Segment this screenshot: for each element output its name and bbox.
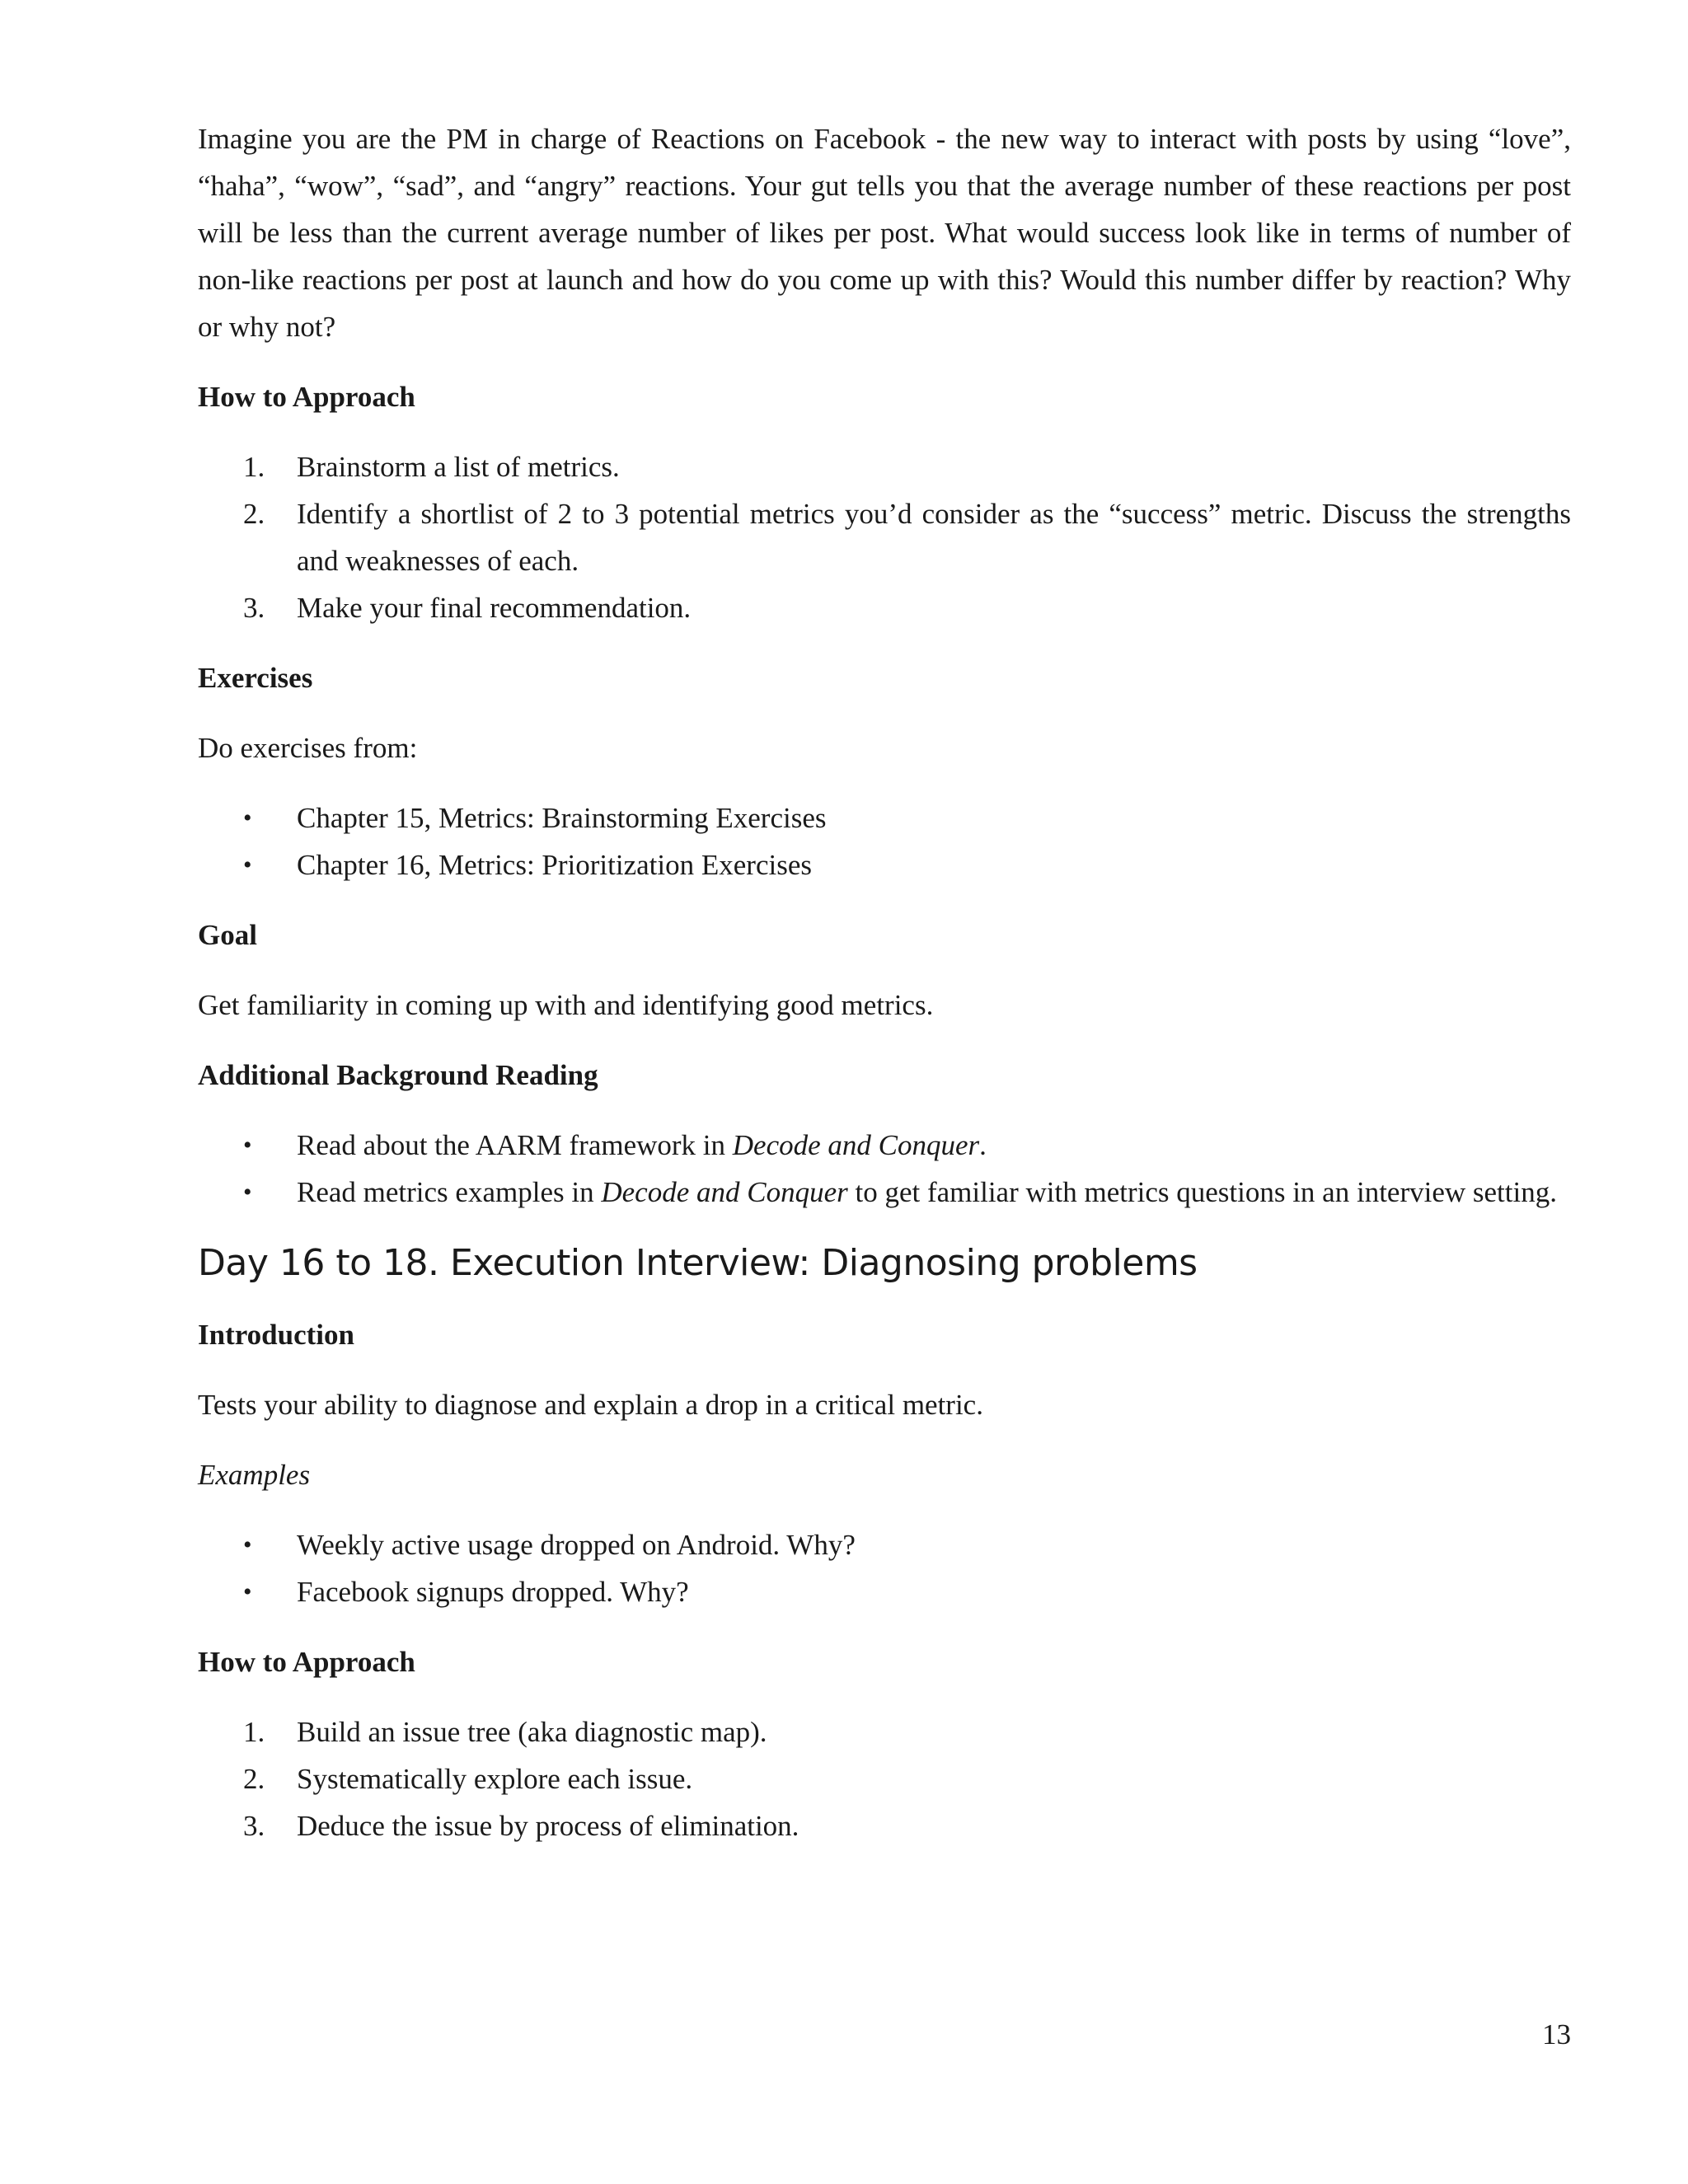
approach-list (198, 1708, 1571, 1849)
bullet-icon: • (243, 1578, 252, 1605)
reading-list (198, 1122, 1571, 1216)
book-title: Decode and Conquer (732, 1129, 980, 1161)
list-item (198, 490, 1571, 584)
reading-text-prefix: Read about the AARM framework in (297, 1129, 733, 1161)
list-item (198, 443, 1571, 490)
approach-list (198, 443, 1571, 631)
bullet-icon: • (243, 851, 252, 879)
exercises-lead: Do exercises from: (198, 732, 418, 764)
examples-heading: Examples (198, 1459, 311, 1491)
list-item (198, 841, 1571, 888)
list-number: 3. (243, 592, 265, 624)
reading-text-prefix: Read metrics examples in (297, 1176, 602, 1208)
reading-heading: Additional Background Reading (198, 1059, 598, 1091)
list-item-text: Build an issue tree (aka diagnostic map). (297, 1716, 767, 1748)
introduction-text: Tests your ability to diagnose and explain a drop in a critical metric. (198, 1389, 983, 1421)
list-item-text: Chapter 15, Metrics: Brainstorming Exercises (297, 802, 827, 834)
book-title: Decode and Conquer (601, 1176, 848, 1208)
list-item (198, 1169, 1571, 1216)
list-item (198, 794, 1571, 841)
examples-list (198, 1521, 1571, 1615)
reading-text-suffix: . (979, 1129, 987, 1161)
list-number: 3. (243, 1810, 265, 1842)
bullet-icon: • (243, 1179, 252, 1206)
list-item (198, 1568, 1571, 1615)
list-item-text: Identify a shortlist of 2 to 3 potential metrics you’d consider as the “success” metric. Discuss the strengths and weaknesses of each. (297, 498, 1571, 577)
list-item (198, 1122, 1571, 1169)
list-item-text: Deduce the issue by process of elimination. (297, 1810, 799, 1842)
how-to-approach-heading: How to Approach (198, 1646, 415, 1678)
list-item-text: Chapter 16, Metrics: Prioritization Exercises (297, 849, 812, 881)
introduction-heading: Introduction (198, 1319, 354, 1351)
list-number: 1. (243, 451, 265, 483)
reading-text-suffix: to get familiar with metrics questions in an interview setting. (847, 1176, 1557, 1208)
list-item-text: Brainstorm a list of metrics. (297, 451, 620, 483)
list-item (198, 1802, 1571, 1849)
list-item (198, 1755, 1571, 1802)
goal-text: Get familiarity in coming up with and identifying good metrics. (198, 989, 934, 1021)
list-item (198, 584, 1571, 631)
exercises-list (198, 794, 1571, 888)
list-item (198, 1521, 1571, 1568)
list-item (198, 1708, 1571, 1755)
list-item-text: Facebook signups dropped. Why? (297, 1576, 689, 1608)
bullet-icon: • (243, 804, 252, 832)
list-item-text: Systematically explore each issue. (297, 1763, 693, 1795)
list-number: 2. (243, 1763, 265, 1795)
document-page (198, 115, 1571, 1849)
page-number: 13 (1542, 2018, 1571, 2050)
bullet-icon: • (243, 1531, 252, 1558)
intro-paragraph: Imagine you are the PM in charge of Reactions on Facebook - the new way to interact with posts by using “love”, “haha”, “wow”, “sad”, and “angry” reactions. Your gut tells you that the average number of these reactions per post will be less than the current average number of likes per post. What would success look like in terms of number of non-like reactions per post at launch and how do you come up with this? Would this number differ by reaction? Why or why not? (198, 123, 1571, 343)
list-item-text: Weekly active usage dropped on Android. Why? (297, 1529, 856, 1561)
exercises-heading: Exercises (198, 662, 313, 694)
bullet-icon: • (243, 1132, 252, 1159)
list-item-text: Make your final recommendation. (297, 592, 692, 624)
goal-heading: Goal (198, 919, 257, 951)
section-title: Day 16 to 18. Execution Interview: Diagnosing problems (198, 1242, 1198, 1284)
list-number: 2. (243, 498, 265, 530)
how-to-approach-heading: How to Approach (198, 381, 415, 413)
list-number: 1. (243, 1716, 265, 1748)
